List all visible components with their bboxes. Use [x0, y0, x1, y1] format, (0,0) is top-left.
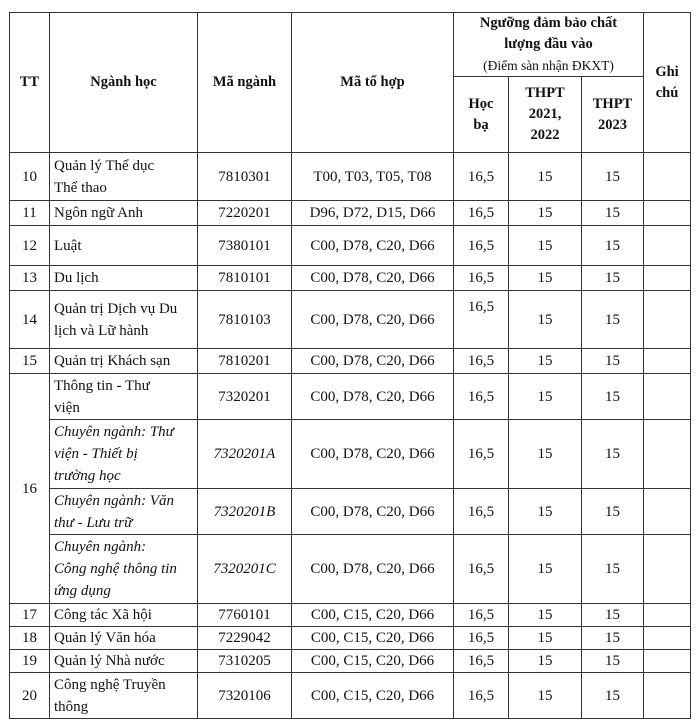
cell-ma-nganh: 7810201	[198, 349, 292, 374]
table-row	[10, 650, 691, 673]
cell-nganh-line: Chuyên ngành: Thư	[54, 424, 174, 440]
cell-thpt-2023: 15	[582, 673, 644, 719]
cell-nganh-line: thông	[54, 698, 89, 715]
cell-ma-nganh: 7320201B	[198, 489, 292, 535]
cell-thpt-2021-2022: 15	[509, 673, 582, 719]
header-ghi-chu-line-2: chú	[655, 84, 679, 101]
header-thpt-2122-line-3: 2022	[530, 127, 560, 143]
cell-nganh-hoc: Quản lý Văn hóa	[50, 627, 198, 650]
cell-nganh-line: Công nghệ Truyền	[54, 676, 166, 693]
cell-thpt-2021-2022: 15	[509, 201, 582, 226]
cell-nganh-hoc: Công tác Xã hội	[50, 604, 198, 627]
cell-thpt-2023: 15	[582, 650, 644, 673]
cell-ghi-chu	[644, 650, 691, 673]
table-row	[10, 420, 691, 489]
cell-thpt-2023: 15	[582, 266, 644, 291]
cell-hoc-ba: 16,5	[454, 604, 509, 627]
cell-nganh-line: viện - Thiết bị	[54, 446, 138, 462]
cell-thpt-2023: 15	[582, 201, 644, 226]
header-hoc-ba	[454, 77, 509, 153]
cell-hoc-ba: 16,5	[454, 420, 509, 489]
cell-ma-nganh: 7320106	[198, 673, 292, 719]
admission-threshold-table	[9, 12, 691, 719]
cell-thpt-2021-2022: 15	[509, 266, 582, 291]
header-ma-to-hop: Mã tổ hợp	[292, 13, 454, 153]
cell-ghi-chu	[644, 535, 691, 604]
cell-ma-to-hop: C00, D78, C20, D66	[292, 349, 454, 374]
cell-ghi-chu	[644, 266, 691, 291]
cell-thpt-2021-2022: 15	[509, 535, 582, 604]
table-row	[10, 673, 691, 719]
cell-nganh-hoc: Luật	[50, 226, 198, 266]
cell-ghi-chu	[644, 489, 691, 535]
cell-thpt-2023: 15	[582, 489, 644, 535]
cell-tt: 20	[10, 673, 50, 719]
cell-thpt-2023: 15	[582, 374, 644, 420]
header-tt: TT	[10, 13, 50, 153]
cell-ghi-chu	[644, 153, 691, 201]
cell-hoc-ba: 16,5	[454, 489, 509, 535]
cell-hoc-ba: 16,5	[454, 627, 509, 650]
cell-nganh-hoc	[50, 420, 198, 489]
table-row	[10, 627, 691, 650]
cell-ghi-chu	[644, 374, 691, 420]
cell-ghi-chu	[644, 226, 691, 266]
cell-nganh-hoc	[50, 291, 198, 349]
cell-thpt-2021-2022: 15	[509, 226, 582, 266]
cell-tt: 17	[10, 604, 50, 627]
cell-thpt-2023: 15	[582, 420, 644, 489]
cell-ma-to-hop: C00, D78, C20, D66	[292, 291, 454, 349]
cell-hoc-ba: 16,5	[454, 349, 509, 374]
cell-nganh-line: Chuyên ngành:	[54, 539, 147, 555]
cell-thpt-2021-2022: 15	[509, 291, 582, 349]
cell-nganh-line: Quản lý Thể dục	[54, 157, 155, 174]
cell-nganh-line: Quản trị Dịch vụ Du	[54, 300, 178, 317]
cell-hoc-ba: 16,5	[454, 153, 509, 201]
cell-thpt-2021-2022: 15	[509, 349, 582, 374]
cell-thpt-2023: 15	[582, 291, 644, 349]
cell-nganh-line: ứng dụng	[54, 583, 111, 599]
cell-nganh-line: viện	[54, 399, 80, 416]
cell-thpt-2023: 15	[582, 627, 644, 650]
table-row	[10, 266, 691, 291]
cell-nganh-line: Công nghệ thông tin	[54, 561, 177, 577]
cell-nganh-hoc	[50, 374, 198, 420]
cell-ma-to-hop: C00, D78, C20, D66	[292, 420, 454, 489]
cell-tt: 14	[10, 291, 50, 349]
cell-ma-nganh: 7220201	[198, 201, 292, 226]
cell-ma-to-hop: T00, T03, T05, T08	[292, 153, 454, 201]
table-row	[10, 374, 691, 420]
cell-thpt-2021-2022: 15	[509, 374, 582, 420]
cell-ma-nganh: 7380101	[198, 226, 292, 266]
cell-hoc-ba: 16,5	[454, 673, 509, 719]
header-nguong-line-1: Ngưỡng đảm bảo chất	[479, 15, 618, 31]
table-row	[10, 535, 691, 604]
cell-ma-nganh: 7320201C	[198, 535, 292, 604]
cell-nganh-hoc: Du lịch	[50, 266, 198, 291]
cell-thpt-2021-2022: 15	[509, 627, 582, 650]
cell-thpt-2021-2022: 15	[509, 489, 582, 535]
cell-ghi-chu	[644, 627, 691, 650]
cell-ma-nganh: 7760101	[198, 604, 292, 627]
cell-thpt-2021-2022: 15	[509, 604, 582, 627]
header-ghi-chu	[644, 13, 691, 153]
header-thpt-2023	[582, 77, 644, 153]
cell-ghi-chu	[644, 673, 691, 719]
cell-hoc-ba: 16,5	[454, 201, 509, 226]
cell-ma-to-hop: C00, D78, C20, D66	[292, 266, 454, 291]
cell-ma-nganh: 7810101	[198, 266, 292, 291]
cell-ma-nganh: 7320201	[198, 374, 292, 420]
header-thpt-2122-line-1: THPT	[525, 85, 565, 101]
cell-hoc-ba: 16,5	[454, 374, 509, 420]
cell-ma-to-hop: C00, C15, C20, D66	[292, 673, 454, 719]
cell-tt: 10	[10, 153, 50, 201]
cell-thpt-2023: 15	[582, 604, 644, 627]
cell-ma-to-hop: C00, C15, C20, D66	[292, 604, 454, 627]
cell-nganh-hoc	[50, 535, 198, 604]
cell-thpt-2023: 15	[582, 226, 644, 266]
cell-ma-to-hop: C00, D78, C20, D66	[292, 374, 454, 420]
header-nganh-hoc: Ngành học	[50, 13, 198, 153]
cell-hoc-ba: 16,5	[454, 650, 509, 673]
cell-thpt-2021-2022: 15	[509, 650, 582, 673]
cell-ma-nganh: 7320201A	[198, 420, 292, 489]
header-ma-nganh: Mã ngành	[198, 13, 292, 153]
header-thpt-2122-line-2: 2021,	[528, 106, 562, 122]
cell-ghi-chu	[644, 349, 691, 374]
cell-tt: 16	[10, 374, 50, 604]
cell-ma-nganh: 7810103	[198, 291, 292, 349]
cell-nganh-hoc	[50, 489, 198, 535]
table-row	[10, 291, 691, 349]
table-row	[10, 349, 691, 374]
table-row	[10, 489, 691, 535]
cell-tt: 13	[10, 266, 50, 291]
cell-nganh-hoc: Quản lý Nhà nước	[50, 650, 198, 673]
cell-ghi-chu	[644, 604, 691, 627]
cell-nganh-line: trường học	[54, 468, 121, 484]
cell-hoc-ba: 16,5	[454, 291, 509, 349]
cell-thpt-2023: 15	[582, 349, 644, 374]
cell-tt: 15	[10, 349, 50, 374]
cell-hoc-ba: 16,5	[454, 266, 509, 291]
cell-nganh-line: Chuyên ngành: Văn	[54, 492, 174, 509]
header-nguong-line-2: lượng đầu vào	[504, 36, 593, 52]
cell-hoc-ba: 16,5	[454, 535, 509, 604]
cell-ma-to-hop: C00, C15, C20, D66	[292, 627, 454, 650]
cell-nganh-line: Thông tin - Thư	[54, 377, 150, 394]
cell-ma-to-hop: C00, C15, C20, D66	[292, 650, 454, 673]
cell-ma-to-hop: C00, D78, C20, D66	[292, 535, 454, 604]
header-thpt-2023-line-2: 2023	[598, 116, 627, 133]
cell-ma-nganh: 7310205	[198, 650, 292, 673]
header-thpt-2023-line-1: THPT	[592, 95, 633, 112]
cell-nganh-line: Thể thao	[54, 179, 107, 196]
header-hoc-ba-line-2: bạ	[473, 116, 489, 133]
cell-nganh-hoc: Quản trị Khách sạn	[50, 349, 198, 374]
cell-thpt-2021-2022: 15	[509, 420, 582, 489]
cell-nganh-line: lịch và Lữ hành	[54, 322, 149, 339]
cell-ma-nganh: 7229042	[198, 627, 292, 650]
cell-thpt-2023: 15	[582, 535, 644, 604]
table-row	[10, 201, 691, 226]
cell-ghi-chu	[644, 291, 691, 349]
cell-tt: 11	[10, 201, 50, 226]
cell-ma-to-hop: C00, D78, C20, D66	[292, 489, 454, 535]
cell-tt: 12	[10, 226, 50, 266]
table-row	[10, 153, 691, 201]
cell-ma-to-hop: C00, D78, C20, D66	[292, 226, 454, 266]
cell-ghi-chu	[644, 201, 691, 226]
cell-ma-to-hop: D96, D72, D15, D66	[292, 201, 454, 226]
cell-thpt-2023: 15	[582, 153, 644, 201]
admission-table-container	[9, 12, 691, 719]
header-hoc-ba-line-1: Học	[468, 95, 494, 112]
cell-nganh-line: thư - Lưu trữ	[54, 514, 133, 531]
cell-thpt-2021-2022: 15	[509, 153, 582, 201]
header-nguong-note: (Điểm sàn nhận ĐKXT)	[483, 58, 614, 73]
cell-tt: 19	[10, 650, 50, 673]
table-row	[10, 604, 691, 627]
header-ghi-chu-line-1: Ghi	[655, 63, 679, 80]
cell-nganh-hoc: Ngôn ngữ Anh	[50, 201, 198, 226]
cell-tt: 18	[10, 627, 50, 650]
header-nguong	[454, 13, 644, 77]
header-thpt-2021-2022	[509, 77, 582, 153]
cell-nganh-hoc	[50, 153, 198, 201]
cell-nganh-hoc	[50, 673, 198, 719]
cell-ma-nganh: 7810301	[198, 153, 292, 201]
cell-ghi-chu	[644, 420, 691, 489]
table-row	[10, 226, 691, 266]
cell-hoc-ba: 16,5	[454, 226, 509, 266]
